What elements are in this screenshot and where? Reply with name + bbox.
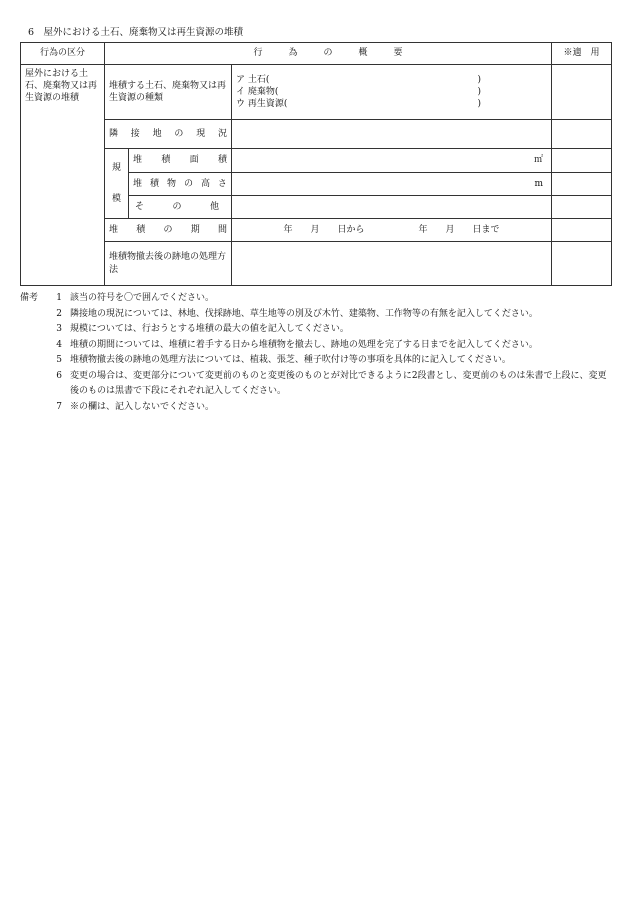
other-label-char: そ [135, 201, 145, 212]
period-label-char: の [163, 224, 173, 235]
area-label-char: 積 [161, 155, 171, 166]
period-end-day: 日まで [472, 224, 500, 235]
height-remarks [552, 173, 612, 196]
note-item [20, 322, 615, 338]
period-row [21, 219, 612, 242]
area-label-char: 積 [217, 155, 227, 166]
restoration-value[interactable] [232, 242, 552, 286]
application-form-table [20, 42, 612, 286]
note-item [20, 369, 615, 400]
adjacent-label-char: 況 [217, 128, 227, 139]
types-value-cell[interactable] [232, 65, 552, 120]
period-start-month: 月 [310, 224, 320, 235]
note-number: 5 [56, 355, 62, 365]
note-item [20, 353, 615, 369]
note-text: 変更の場合は、変更部分について変更前のものと変更後のものとが対比できるように2段書とし、変更前のものは朱書で上段に、変更後のものは黒書で下段にそれぞれ記入してください。 [70, 370, 607, 396]
category-value: 屋外における土石、廃棄物又は再生資源の堆積 [21, 65, 105, 286]
type-prefix: イ [236, 86, 246, 97]
section-title: 6 屋外における土石、廃棄物又は再生資源の堆積 [28, 27, 244, 38]
period-end-month: 月 [445, 224, 455, 235]
adjacent-label-char: 地 [152, 128, 162, 139]
area-remarks [552, 149, 612, 173]
header-row [21, 43, 612, 65]
note-text: 隣接地の現況については、林地、伐採跡地、草生地等の別及び木竹、建築物、工作物等の有無を記入してください。 [70, 308, 538, 319]
header-overview-char: 概 [358, 48, 368, 59]
notes-section [20, 291, 615, 415]
header-overview-char: 要 [393, 48, 403, 59]
note-item [20, 291, 615, 307]
height-label-char: 物 [166, 178, 176, 189]
types-label: 堆積する土石、廃棄物又は再生資源の種類 [105, 65, 232, 120]
height-label-char: の [183, 178, 193, 189]
note-number: 2 [56, 308, 62, 319]
note-number: 4 [56, 339, 62, 350]
note-item [20, 400, 615, 416]
other-remarks [552, 196, 612, 219]
header-category: 行為の区分 [21, 43, 105, 65]
note-text: 堆積の期間については、堆積に着手する日から堆積物を撤去し、跡地の処理を完了する日までを記入してください。 [70, 339, 538, 350]
other-label-char: の [172, 201, 182, 212]
note-text: 該当の符号を〇で囲んでください。 [70, 293, 215, 303]
height-label-char: 堆 [133, 178, 143, 189]
period-start-year: 年 [283, 224, 293, 235]
height-label-char: さ [217, 178, 227, 189]
types-row [21, 65, 612, 120]
type-label: 廃棄物( [247, 86, 279, 97]
type-item-soil [236, 74, 547, 86]
period-remarks [552, 219, 612, 242]
area-label-char: 堆 [133, 155, 143, 166]
period-label-char: 積 [136, 224, 146, 235]
adjacent-value[interactable] [232, 120, 552, 149]
height-label-char: 積 [149, 178, 159, 189]
restoration-label: 堆積物撤去後の跡地の処理方法 [105, 242, 232, 286]
scale-label-char: 模 [111, 193, 121, 204]
scale-label-char: 規 [111, 163, 121, 174]
header-overview-char: の [323, 48, 333, 59]
header-overview-char: 行 [253, 48, 263, 59]
adjacent-label-char: の [174, 128, 184, 139]
period-value[interactable] [232, 219, 552, 242]
period-label [105, 219, 232, 242]
area-label-char: 面 [189, 155, 199, 166]
note-number: 6 [56, 370, 62, 381]
height-label [129, 173, 232, 196]
adjacent-row [21, 120, 612, 149]
other-label-char: 他 [209, 201, 219, 212]
height-label-char: 高 [200, 178, 210, 189]
type-label: 再生資源( [247, 99, 288, 110]
scale-label [105, 149, 129, 219]
type-close: ) [477, 99, 482, 110]
area-label [129, 149, 232, 173]
type-close: ) [477, 74, 482, 85]
area-unit: ㎡ [534, 155, 544, 166]
area-value[interactable] [232, 149, 552, 173]
type-prefix: ウ [236, 99, 246, 110]
type-label: 土石( [247, 74, 270, 85]
header-overview-char: 為 [288, 48, 298, 59]
period-start-day: 日から [337, 224, 365, 235]
type-item-recycled [236, 98, 547, 110]
note-item [20, 307, 615, 323]
period-label-char: 期 [190, 224, 200, 235]
note-text: 規模については、行おうとする堆積の最大の値を記入してください。 [70, 324, 349, 334]
note-text: ※の欄は、記入しないでください。 [70, 401, 215, 412]
note-number: 1 [56, 293, 62, 303]
note-number: 7 [56, 401, 62, 412]
type-prefix: ア [236, 74, 246, 85]
restoration-remarks [552, 242, 612, 286]
period-label-char: 堆 [109, 224, 119, 235]
note-item [20, 338, 615, 354]
adjacent-label-char: 隣 [109, 128, 119, 139]
height-unit: m [534, 178, 544, 189]
restoration-row [21, 242, 612, 286]
period-end-year: 年 [418, 224, 428, 235]
type-item-waste [236, 86, 547, 98]
other-label [129, 196, 232, 219]
adjacent-label-char: 現 [196, 128, 206, 139]
other-value[interactable] [232, 196, 552, 219]
area-row [21, 149, 612, 173]
type-close: ) [477, 86, 482, 97]
notes-head: 備考 [20, 293, 39, 303]
adjacent-label [105, 120, 232, 149]
header-overview [105, 43, 552, 65]
note-text: 堆積物撤去後の跡地の処理方法については、植栽、張芝、種子吹付け等の事項を具体的に記入してください。 [70, 355, 511, 365]
types-remarks [552, 65, 612, 120]
height-value[interactable] [232, 173, 552, 196]
adjacent-label-char: 接 [130, 128, 140, 139]
header-remarks: ※適 用 [552, 43, 612, 65]
adjacent-remarks [552, 120, 612, 149]
note-number: 3 [56, 324, 62, 334]
period-label-char: 間 [217, 224, 227, 235]
